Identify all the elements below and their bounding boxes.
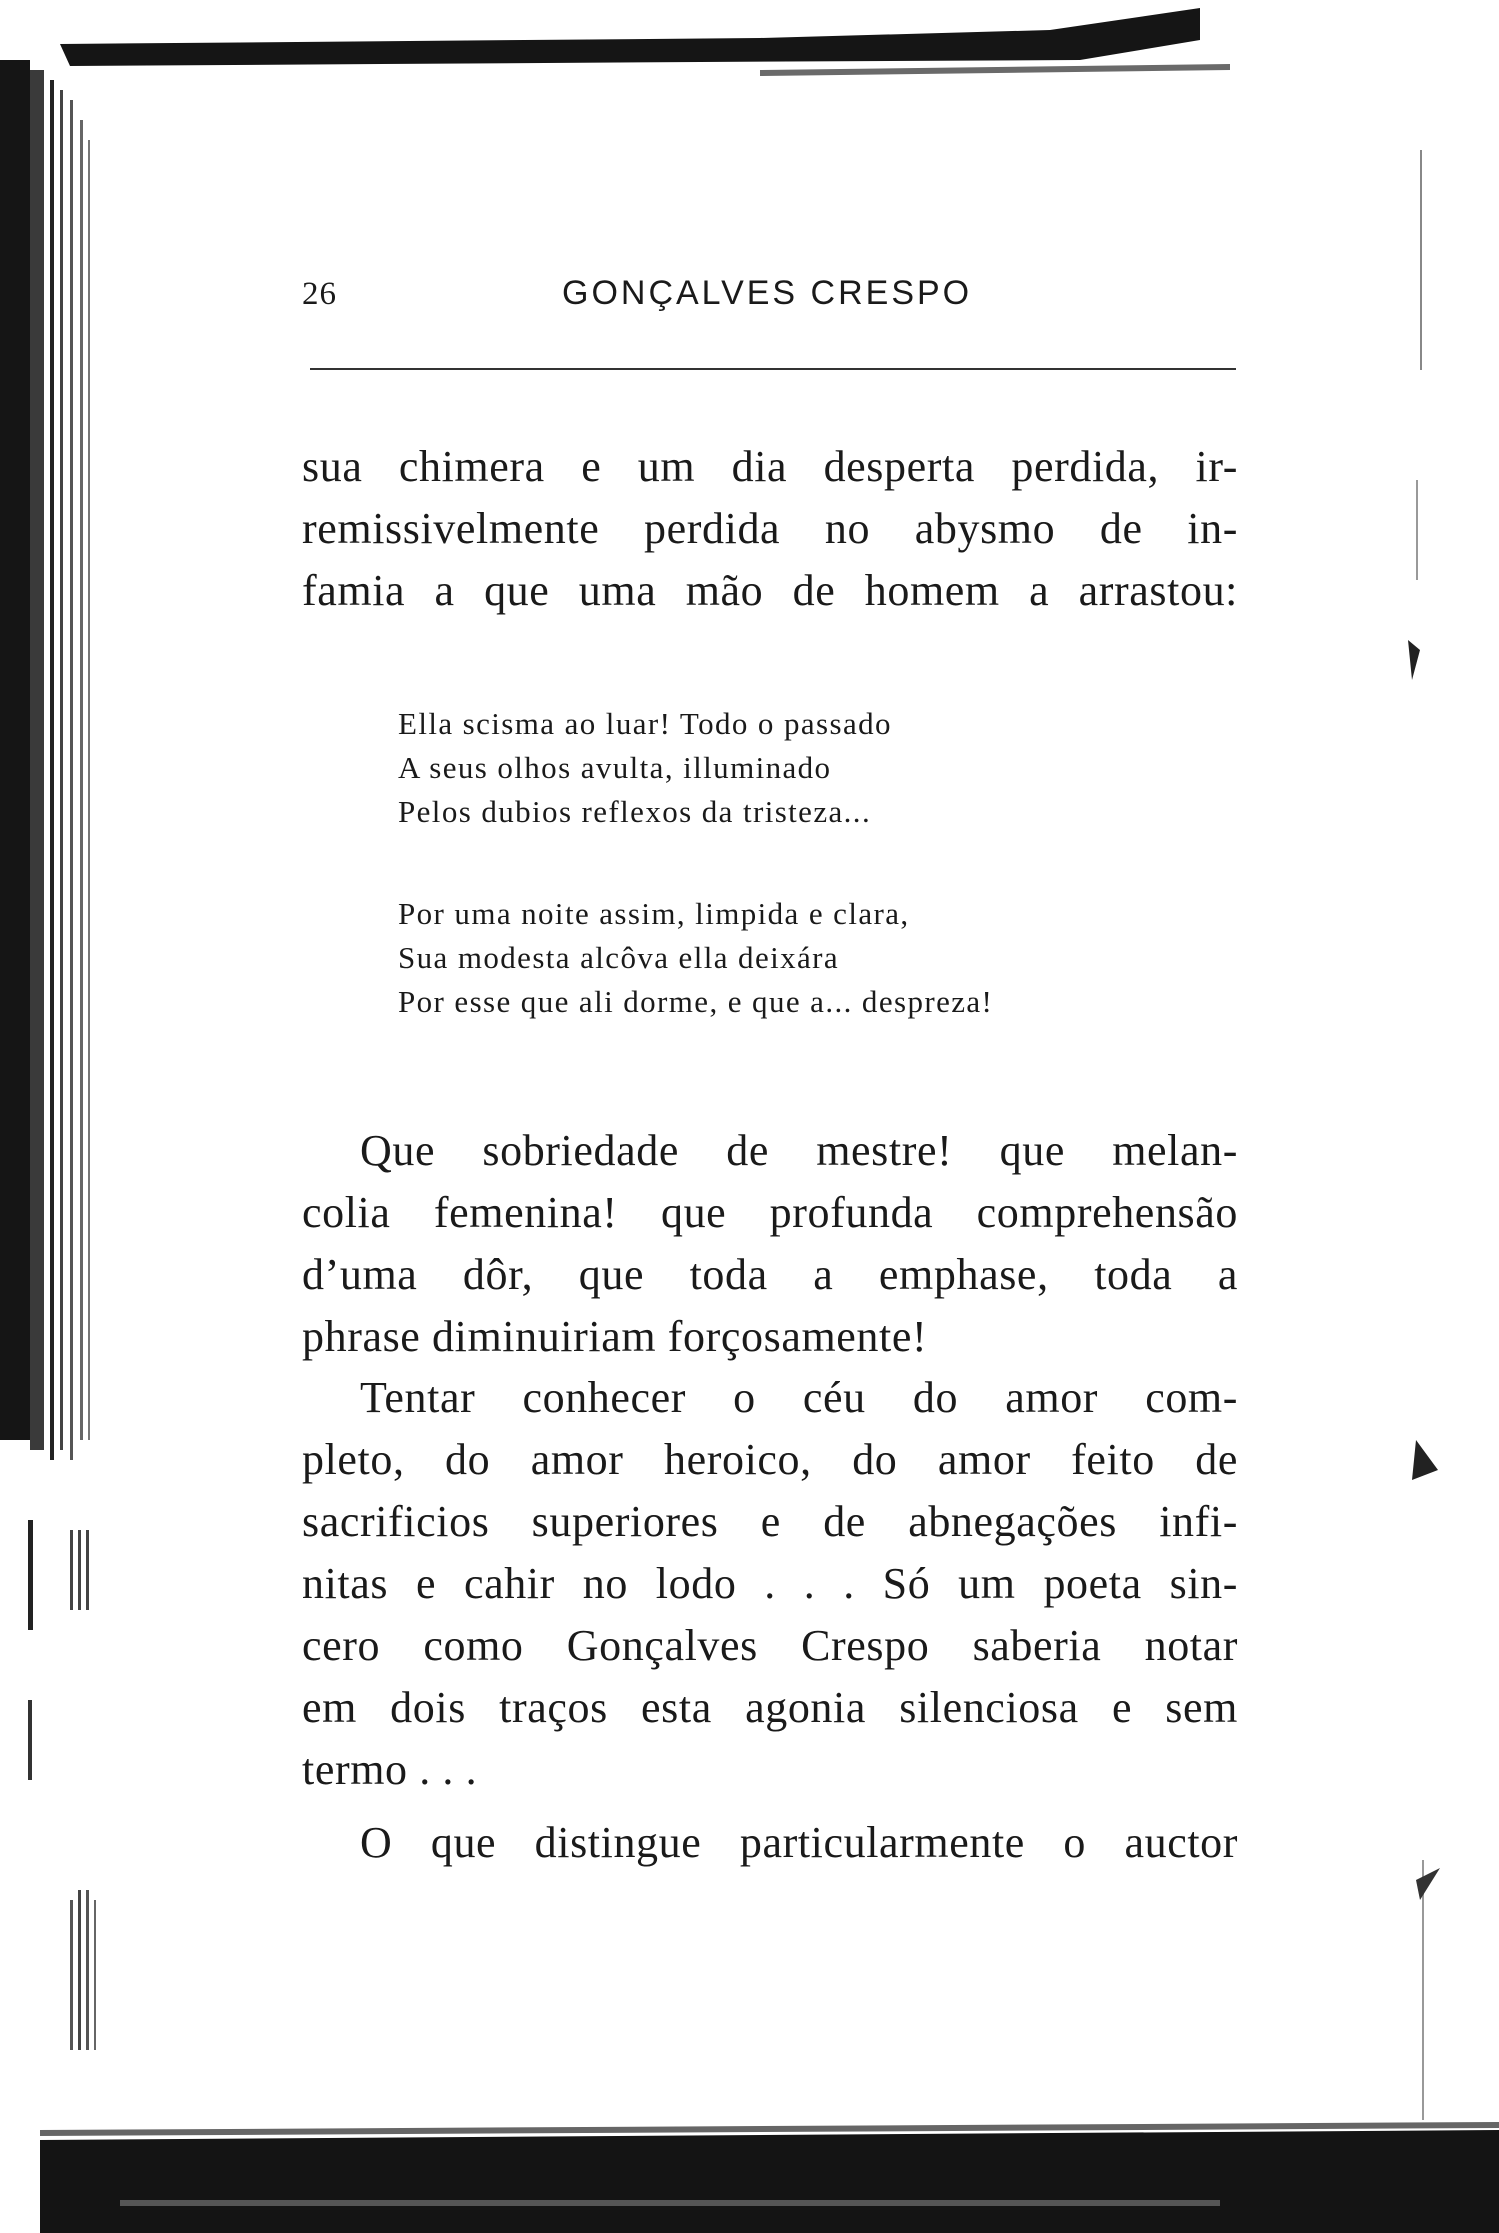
text-line: nitas e cahir no lodo . . . Só um poeta sin- (302, 1559, 1238, 1608)
text-line: d’uma dôr, que toda a emphase, toda a (302, 1250, 1238, 1299)
header-rule (310, 368, 1236, 370)
verse-line: Sua modesta alcôva ella deixára (398, 940, 840, 975)
text-line: remissivelmente perdida no abysmo de in- (302, 504, 1238, 553)
page-number: 26 (302, 276, 337, 312)
paragraph-continuation (302, 436, 1238, 622)
verse-line: Por uma noite assim, limpida e clara, (398, 896, 910, 931)
verse-line: Por esse que ali dorme, e que a... despreza! (398, 984, 994, 1019)
verse-line: Ella scisma ao luar! Todo o passado (398, 706, 892, 741)
text-line: termo . . . (302, 1745, 478, 1794)
text-line: em dois traços esta agonia silenciosa e sem (302, 1683, 1238, 1732)
text-line: pleto, do amor heroico, do amor feito de (302, 1435, 1238, 1484)
verse-line: Pelos dubios reflexos da tristeza... (398, 794, 872, 829)
text-line: famia a que uma mão de homem a arrastou: (302, 566, 1238, 615)
verse-stanza-1 (398, 702, 1098, 834)
paragraph-2 (302, 1120, 1238, 1368)
text-line: colia femenina! que profunda comprehensão (302, 1188, 1238, 1237)
text-line: sacrificios superiores e de abnegações infi- (302, 1497, 1238, 1546)
text-line: Tentar conhecer o céu do amor com- (360, 1373, 1238, 1422)
text-line: sua chimera e um dia desperta perdida, ir- (302, 442, 1238, 491)
text-line: cero como Gonçalves Crespo saberia notar (302, 1621, 1238, 1670)
verse-line: A seus olhos avulta, illuminado (398, 750, 832, 785)
text-line: Que sobriedade de mestre! que melan- (360, 1126, 1238, 1175)
page-header (300, 268, 1240, 328)
text-line: phrase diminuiriam forçosamente! (302, 1312, 928, 1361)
paragraph-4 (302, 1812, 1238, 1874)
verse-stanza-2 (398, 892, 1098, 1024)
text-line: O que distingue particularmente o auctor (360, 1818, 1238, 1867)
paragraph-3 (302, 1367, 1238, 1801)
running-title: GONÇALVES CRESPO (562, 274, 973, 312)
